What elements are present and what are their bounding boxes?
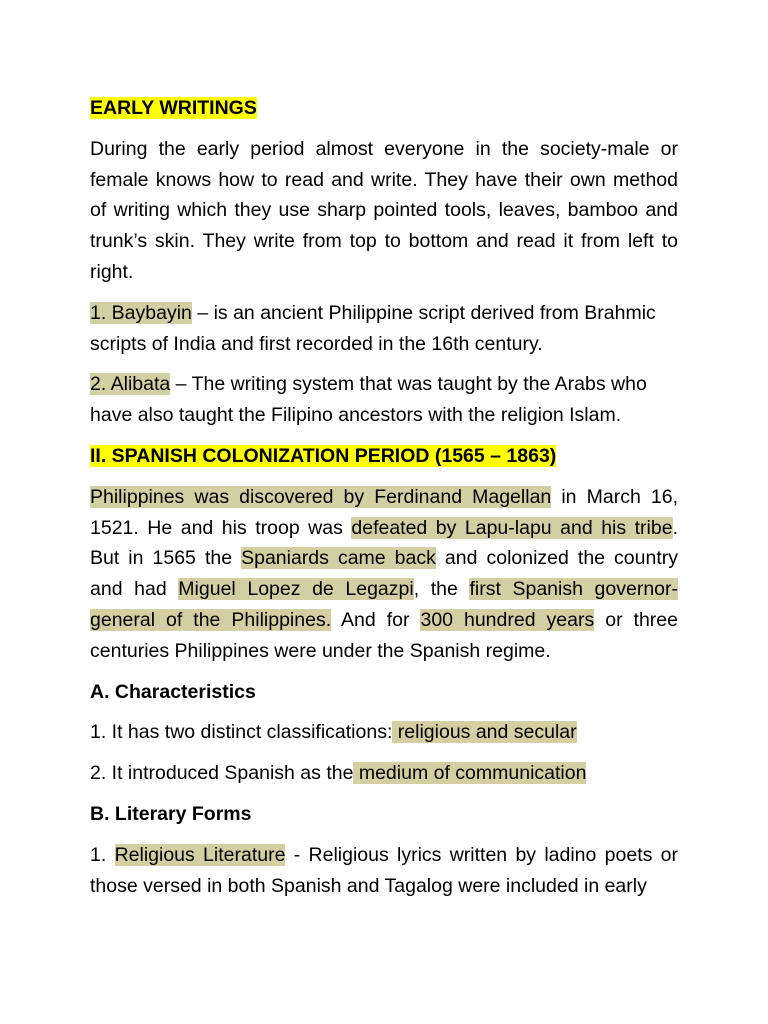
highlight-phrase: religious and secular <box>392 721 577 744</box>
history-paragraph <box>90 482 678 667</box>
list-item <box>90 840 678 902</box>
term-highlight: 1. Baybayin <box>90 301 192 324</box>
paragraph-text: . But in 1565 the <box>90 516 678 570</box>
highlight-phrase: first Spanish governor-general of the Philippines. <box>90 578 679 631</box>
list-item <box>90 758 678 789</box>
term-description: – is an ancient Philippine script derived from Brahmic scripts of India and first recorded in the 16th century. <box>90 301 656 355</box>
section-spanish-period <box>90 441 678 472</box>
paragraph-text: , the <box>413 578 470 601</box>
paragraph-text: and colonized the country and had <box>90 547 678 601</box>
item-text: 1. It has two distinct classifications: <box>90 721 393 744</box>
highlight-phrase: defeated by Lapu-lapu and his tribe <box>351 516 673 539</box>
paragraph-text: or three centuries Philippines were under the Spanish regime. <box>90 608 678 662</box>
list-item <box>90 298 678 360</box>
paragraph-text: And for <box>331 608 421 631</box>
intro-paragraph: During the early period almost everyone in the society-male or female knows how to read and write. They have their own method of writing which they use sharp pointed tools, leaves, bamboo and trunk’s skin. They write from top to bottom and read it from left to right. <box>90 137 678 283</box>
section-early-writings <box>90 93 678 124</box>
subheading-literary-forms: B. Literary Forms <box>90 802 252 825</box>
highlight-phrase: medium of communication <box>353 762 587 785</box>
highlight-phrase: Philippines was discovered by Ferdinand Magellan <box>90 485 552 508</box>
paragraph-text: in March 16, 1521. He and his troop was <box>90 485 678 539</box>
term-highlight: Religious Literature <box>114 843 286 866</box>
term-highlight: 2. Alibata <box>90 373 171 396</box>
item-text: 2. It introduced Spanish as the <box>90 762 354 785</box>
term-description: - Religious lyrics written by ladino poets or those versed in both Spanish and Tagalog were included in early <box>90 843 678 897</box>
highlight-phrase: 300 hundred years <box>420 608 595 631</box>
list-item <box>90 717 678 748</box>
document-page <box>90 93 678 911</box>
section-heading: II. SPANISH COLONIZATION PERIOD (1565 – 1863) <box>90 444 557 467</box>
highlight-phrase: Miguel Lopez de Legazpi <box>178 578 414 601</box>
highlight-phrase: Spaniards came back <box>241 547 436 570</box>
subheading-characteristics: A. Characteristics <box>90 680 256 703</box>
list-item <box>90 369 678 431</box>
item-prefix: 1. <box>90 843 115 866</box>
term-description: – The writing system that was taught by the Arabs who have also taught the Filipino ancestors with the religion Islam. <box>90 373 647 427</box>
section-heading: EARLY WRITINGS <box>90 97 257 119</box>
